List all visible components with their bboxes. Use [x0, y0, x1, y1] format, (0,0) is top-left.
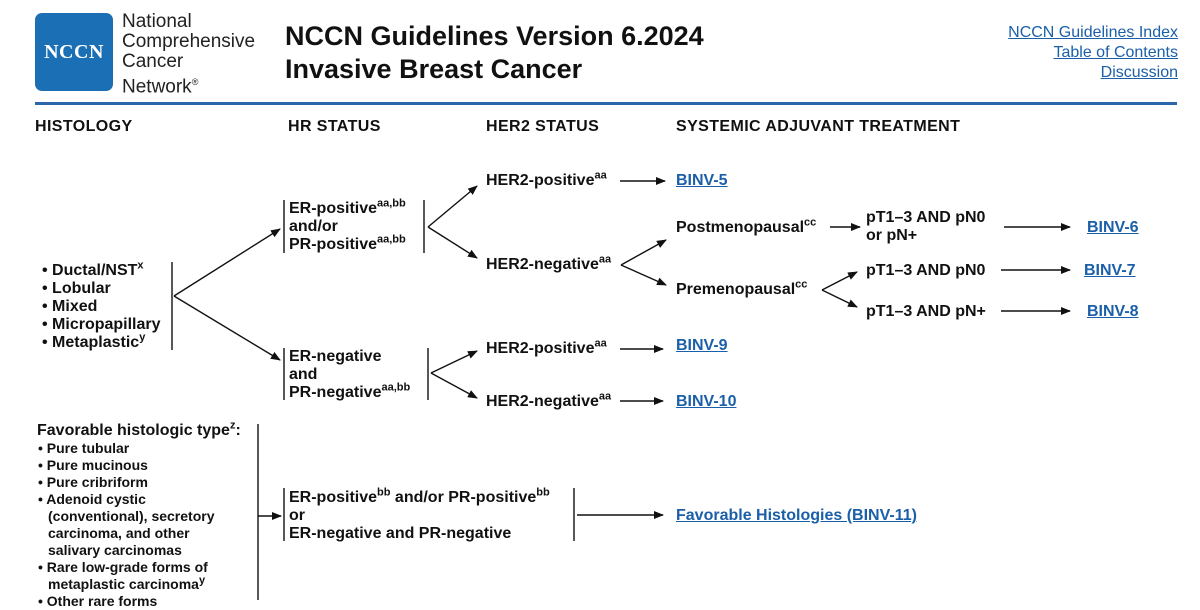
discussion-link[interactable]: Discussion — [1100, 64, 1178, 81]
column-heading-treatment: SYSTEMIC ADJUVANT TREATMENT — [676, 118, 961, 135]
pr-negative-text: PR-negative — [289, 384, 382, 401]
org-line-4: Network — [122, 76, 192, 98]
arrow-to-her2-positive-1 — [428, 186, 477, 227]
title-version: NCCN Guidelines Version 6.2024 — [285, 21, 704, 51]
post-staging-line2: or pN+ — [866, 227, 918, 244]
favorable-item-continued: (conventional), secretory — [48, 508, 215, 524]
er-positive-text: ER-positive — [289, 489, 378, 506]
org-line-3: Cancer — [122, 51, 184, 72]
footnote-aa: aa — [598, 390, 612, 403]
favorable-title-text: Favorable histologic type — [37, 422, 230, 439]
histology-micropapillary: • Micropapillary — [42, 316, 161, 333]
footnote-bb: bb — [377, 486, 391, 499]
arrow-to-hr-positive — [174, 229, 280, 296]
footnote-aa: aa — [594, 337, 607, 350]
column-heading-her2-status: HER2 STATUS — [486, 118, 600, 135]
favorable-item: • Pure cribriform — [38, 474, 148, 490]
arrow-to-her2-negative-2 — [431, 373, 477, 398]
favorable-item: • Rare low-grade forms of — [38, 559, 208, 575]
post-staging-line1: pT1–3 AND pN0 — [866, 209, 986, 226]
footnote-y: y — [198, 574, 206, 587]
her2-negative-text: HER2-negative — [486, 256, 599, 273]
and-or-text: and/or — [289, 218, 338, 235]
and-or-pr-positive-text: and/or PR-positive — [390, 489, 537, 506]
premenopausal-label — [676, 278, 808, 299]
footnote-cc: cc — [804, 216, 817, 229]
binv-5-link[interactable]: BINV-5 — [676, 172, 728, 189]
binv-9-link[interactable]: BINV-9 — [676, 337, 728, 354]
footnote-x: x — [137, 259, 144, 272]
column-heading-hr-status: HR STATUS — [288, 118, 381, 135]
footnote-aa: aa — [598, 253, 612, 266]
arrow-to-her2-positive-2 — [431, 351, 477, 373]
arrow-to-pre-npos — [822, 290, 857, 307]
postmenopausal-text: Postmenopausal — [676, 219, 805, 236]
footnote-y: y — [139, 331, 146, 344]
premenopausal-text: Premenopausal — [676, 281, 796, 298]
table-of-contents-link[interactable]: Table of Contents — [1053, 44, 1178, 61]
her2-negative-1 — [486, 253, 612, 274]
her2-negative-text: HER2-negative — [486, 393, 599, 410]
favorable-histology-list — [38, 440, 215, 610]
favorable-histology-title — [37, 419, 241, 440]
histology-metaplastic: • Metaplastic — [42, 334, 140, 351]
hr-positive-box — [289, 197, 406, 254]
her2-negative-2 — [486, 390, 612, 411]
footnote-z: z — [229, 419, 236, 432]
pre-staging-n0: pT1–3 AND pN0 — [866, 262, 986, 279]
footnote-aa-bb: aa,bb — [381, 381, 411, 394]
er-pr-negative-text: ER-negative and PR-negative — [289, 525, 512, 542]
logo-text: NCCN — [44, 40, 104, 63]
favorable-histologies-link[interactable]: Favorable Histologies (BINV-11) — [676, 507, 917, 524]
binv-10-link[interactable]: BINV-10 — [676, 393, 737, 410]
favorable-item-continued: metaplastic carcinoma — [48, 576, 199, 592]
pr-positive-text: PR-positive — [289, 236, 378, 253]
binv-6-link[interactable]: BINV-6 — [1087, 219, 1139, 236]
her2-positive-2 — [486, 337, 607, 358]
arrow-to-hr-negative — [174, 296, 280, 360]
hr-negative-box — [289, 348, 410, 402]
or-text: or — [289, 507, 305, 524]
binv-8-link[interactable]: BINV-8 — [1087, 303, 1139, 320]
favorable-item-continued: carcinoma, and other — [48, 525, 190, 541]
pre-staging-npos: pT1–3 AND pN+ — [866, 303, 986, 320]
favorable-item: • Other rare forms — [38, 593, 158, 609]
footnote-aa-bb: aa,bb — [377, 197, 406, 210]
title-topic: Invasive Breast Cancer — [285, 54, 583, 84]
guidelines-index-link[interactable]: NCCN Guidelines Index — [1008, 24, 1178, 41]
favorable-title-colon: : — [235, 422, 241, 439]
org-line-1: National — [122, 11, 192, 32]
footnote-cc: cc — [795, 278, 808, 291]
footnote-bb: bb — [536, 486, 550, 499]
registered-mark: ® — [191, 77, 199, 87]
column-heading-histology: HISTOLOGY — [35, 118, 133, 135]
arrow-to-her2-negative-1 — [428, 227, 477, 258]
post-staging-label — [866, 209, 985, 245]
er-positive-text: ER-positive — [289, 200, 378, 217]
footnote-aa: aa — [594, 169, 607, 182]
and-text: and — [289, 366, 318, 383]
favorable-hr-box — [289, 486, 550, 543]
org-line-2: Comprehensive — [122, 31, 256, 52]
histology-mixed: • Mixed — [42, 298, 98, 315]
postmenopausal-label — [676, 216, 817, 237]
histology-lobular: • Lobular — [42, 280, 111, 297]
favorable-item-continued: salivary carcinomas — [48, 542, 182, 558]
her2-positive-text: HER2-positive — [486, 172, 595, 189]
footnote-aa-bb: aa,bb — [377, 233, 406, 246]
her2-positive-text: HER2-positive — [486, 340, 595, 357]
favorable-item: • Pure tubular — [38, 440, 130, 456]
arrow-to-premenopausal — [621, 265, 666, 285]
arrow-to-pre-n0 — [822, 272, 857, 290]
arrow-to-postmenopausal — [621, 240, 666, 265]
binv-7-link[interactable]: BINV-7 — [1084, 262, 1136, 279]
er-negative-text: ER-negative — [289, 348, 382, 365]
favorable-item: • Adenoid cystic — [38, 491, 146, 507]
histology-list — [42, 259, 161, 352]
favorable-item: • Pure mucinous — [38, 457, 148, 473]
her2-positive-1 — [486, 169, 607, 190]
histology-ductal: • Ductal/NST — [42, 262, 138, 279]
